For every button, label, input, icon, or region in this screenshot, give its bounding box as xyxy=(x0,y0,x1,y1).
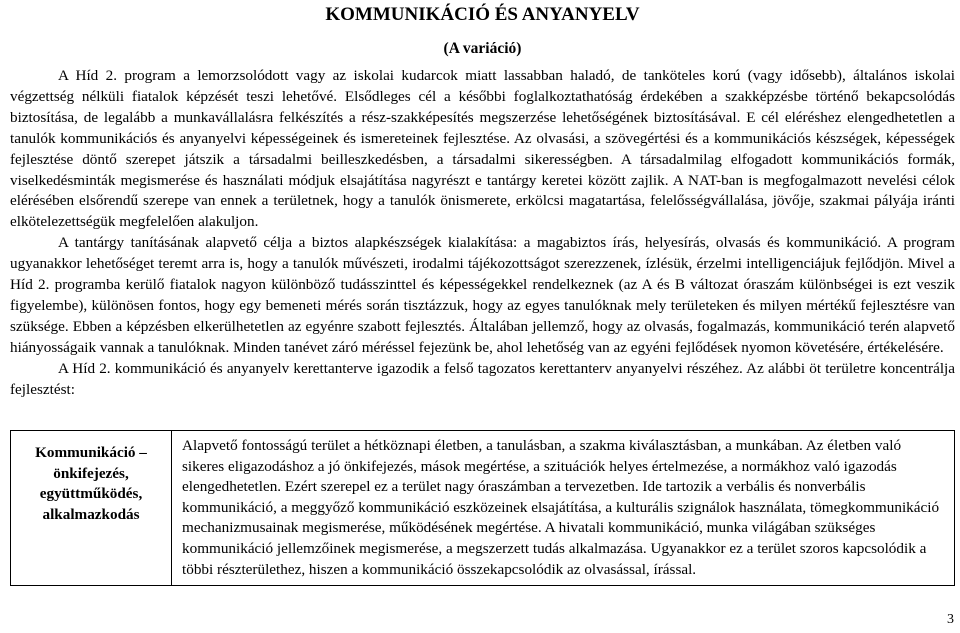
table-row xyxy=(11,431,955,586)
area-description-cell: Alapvető fontosságú terület a hétköznapi életben, a tanulásban, a szakma kiválasztásban, a munkában. Az életben való sikeres eligazodáshoz a jó önkifejezés, mások megértése, a szituációk helyes értelmezése, a normákhoz való igazodás elengedhetetlen. Ezért szerepel ez a terület nagy óraszámban a tervezetben. Ide tartozik a verbális és nonverbális kommunikáció, a meggyőző kommunikáció eszközeinek elsajátítása, a kulturális szignálok használata, tömegkommunikáció mechanizmusainak megismerése, működésének megértése. A hivatali kommunikáció, munka világában szükséges kommunikáció jellemzőinek megismerése, a megszerzett tudás alkalmazása. Ugyanakkor ez a terület szoros kapcsolódik a többi részterülethez, hiszen a kommunikáció összekapcsolódik az olvasással, írással. xyxy=(172,431,955,586)
page-number: 3 xyxy=(947,612,954,627)
document-page xyxy=(10,0,955,401)
document-body xyxy=(10,66,955,401)
paragraph-goals: A tantárgy tanításának alapvető célja a biztos alapkészségek kialakítása: a magabiztos írás, helyesírás, olvasás és kommunikáció. A program ugyanakkor lehetőséget teremt arra is, hogy a tanulók művészeti, irodalmi tájékozottságot szerezzenek, ízlésük, érzelmi intelligenciájuk fejlődjön. Mivel a Híd 2. programba kerülő fiatalok nagyon különböző tudásszinttel és képességekkel rendelkeznek (az A és B változat óraszám különbségei is ezt veszik figyelembe), különösen fontos, hogy egy bemeneti mérés során tisztázzuk, hogy az egyes tanulóknak mely területeken és milyen mértékű fejlesztésre van szüksége. Ebben a képzésben elkerülhetetlen az egyénre szabott fejlesztés. Általában jellemző, hogy az olvasás, fogalmazás, kommunikáció terén alapvető hiányosságaik vannak a tanulóknak. Minden tanévet záró méréssel fejezünk be, ahol lehetőség van az egyéni fejlődések nyomon követésére, értékelésére. xyxy=(10,234,955,356)
area-name-cell: Kommunikáció – önkifejezés, együttműködés, alkalmazkodás xyxy=(11,431,172,586)
document-subtitle: (A variáció) xyxy=(443,40,522,57)
document-title: KOMMUNIKÁCIÓ ÉS ANYANYELV xyxy=(325,4,640,25)
paragraph-intro: A Híd 2. program a lemorzsolódott vagy az iskolai kudarcok miatt lassabban haladó, de tanköteles korú (vagy idősebb), általános iskolai végzettség nélküli fiatalok képzését teszi lehetővé. Elsődleges cél a későbbi foglalkoztathatóság érdekében a szakképzésbe történő bekapcsolódás biztosítása, de legalább a munkavállalásra felkészítés a rész-szakképesítés megszerzése lehetőségének biztosításával. E cél eléréshez elengedhetetlen a tanulók kommunikációs és anyanyelvi képességeinek és ismereteinek fejlesztése. Az olvasási, a szövegértési és a kommunikációs készségek, képességek fejlesztése döntő szerepet játszik a társadalmi beilleszkedésben, a társadalmi sikerességben. A társadalmilag elfogadott kommunikációs formák, viselkedésminták megismerése és használati módjuk elsajátítása nagyrészt e tantárgy keretei között zajlik. A NAT-ban is megfogalmazott nevelési célok elérésében elsőrendű szerepe van ennek a területnek, hogy a tanulók önismerete, erkölcsi magatartása, felelősségvállalása, jövője, szakmai pályája iránti elkötelezettségük megfelelően alakuljon. xyxy=(10,67,955,231)
development-areas-table xyxy=(10,430,955,586)
paragraph-focus: A Híd 2. kommunikáció és anyanyelv kerettanterve igazodik a felső tagozatos kerettanterv anyanyelvi részéhez. Az alábbi öt területre koncentrálja fejlesztést: xyxy=(10,359,955,398)
